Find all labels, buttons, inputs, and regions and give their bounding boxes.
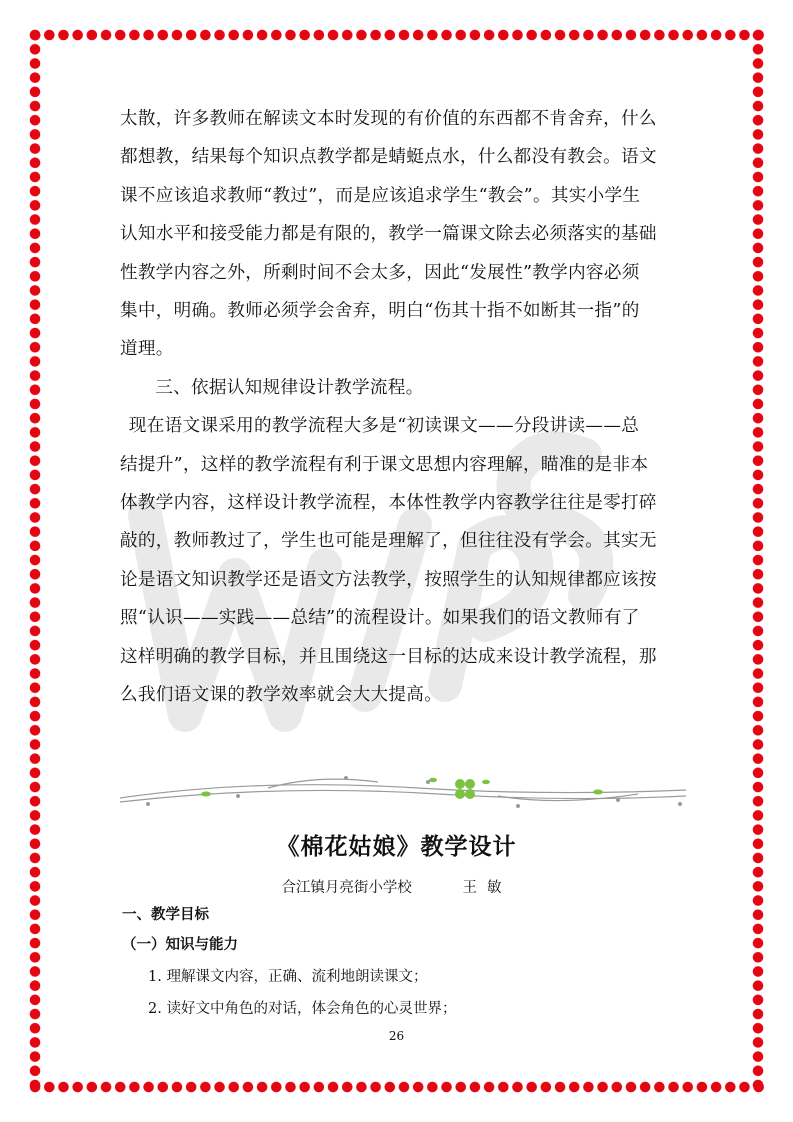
text-line: 结提升”，这样的教学流程有利于课文思想内容理解，瞄准的是非本 xyxy=(120,454,649,475)
text-line: 么我们语文课的教学效率就会大大提高。 xyxy=(120,685,443,706)
border-bottom-dots xyxy=(28,1080,765,1094)
text-line: 体教学内容，这样设计教学流程，本体性教学内容教学往往是零打碎 xyxy=(120,493,657,514)
lesson-title: 《棉花姑娘》教学设计 xyxy=(276,834,517,860)
text-line: 这样明确的教学目标，并且围绕这一目标的达成来设计教学流程，那 xyxy=(120,646,657,667)
border-top-dots xyxy=(28,28,765,42)
text-line: 照“认识——实践——总结”的流程设计。如果我们的语文教师有了 xyxy=(120,608,640,629)
article-body xyxy=(120,100,675,715)
text-line: 集中，明确。教师必须学会舍弃，明白“伤其十指不如断其一指”的 xyxy=(120,301,640,322)
text-line: 性教学内容之外，所剩时间不会太多，因此“发展性”教学内容必须 xyxy=(120,262,640,283)
paragraph-2 xyxy=(120,407,675,714)
text-line: 论是语文知识教学还是语文方法教学，按照学生的认知规律都应该按 xyxy=(120,569,657,590)
text-line: 课不应该追求教师“教过”，而是应该追求学生“教会”。其实小学生 xyxy=(120,185,641,206)
text-line: 道理。 xyxy=(120,339,174,360)
page-number: 26 xyxy=(388,1029,405,1043)
text-line: 敲的，教师教过了，学生也可能是理解了，但往往没有学会。其实无 xyxy=(120,531,657,552)
text-line: 都想教，结果每个知识点教学都是蜻蜓点水，什么都没有教会。语文 xyxy=(120,147,657,168)
text-line: 认知水平和接受能力都是有限的，教学一篇课文除去必须落实的基础 xyxy=(120,224,657,245)
border-right-dots xyxy=(751,28,765,1094)
text-line: 太散，许多教师在解读文本时发现的有价值的东西都不肯舍弃，什么 xyxy=(120,109,657,129)
author-line xyxy=(0,876,793,897)
goal-item-2: 2. 读好文中角色的对话，体会角色的心灵世界； xyxy=(148,1001,457,1017)
heading-teaching-goals: 一、教学目标 xyxy=(122,907,209,923)
section-heading-3: 三、依据认知规律设计教学流程。 xyxy=(155,377,424,398)
clover-vine-divider-icon xyxy=(118,770,688,810)
heading-knowledge-ability: （一）知识与能力 xyxy=(122,937,238,953)
school-name: 合江镇月亮街小学校 xyxy=(281,880,412,896)
goal-item-1: 1. 理解课文内容，正确、流利地朗读课文； xyxy=(148,969,428,985)
border-left-dots xyxy=(28,28,42,1094)
paragraph-1 xyxy=(120,100,675,369)
text-line: 现在语文课采用的教学流程大多是“初读课文——分段讲读——总 xyxy=(128,416,640,437)
author-name: 王敏 xyxy=(462,880,512,896)
